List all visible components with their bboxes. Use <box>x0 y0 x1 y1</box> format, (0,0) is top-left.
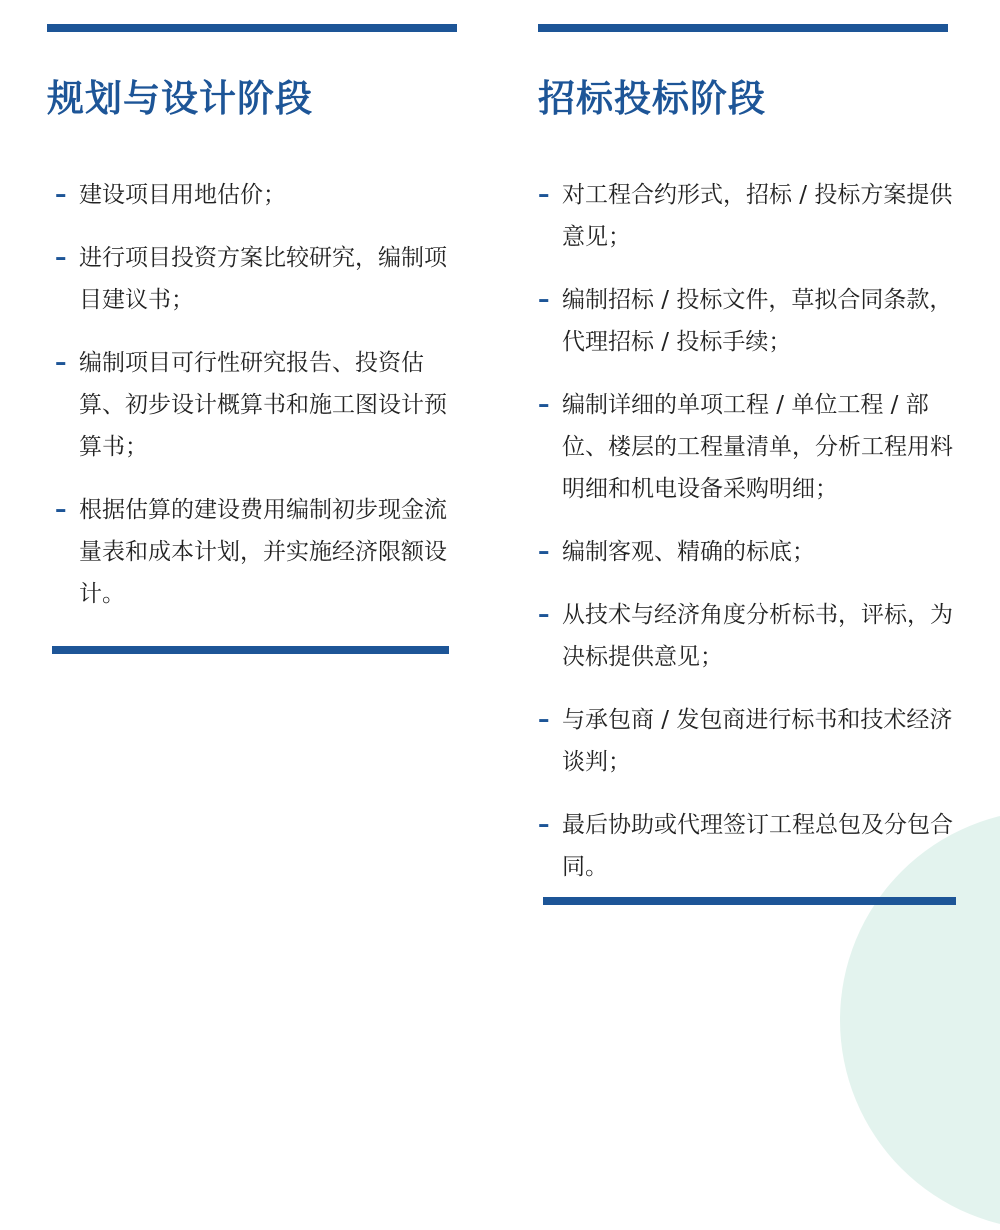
list-item <box>538 594 958 678</box>
dash-bullet-icon: – <box>55 497 67 523</box>
list-item-text: 对工程合约形式，招标 / 投标方案提供意见； <box>562 182 953 250</box>
dash-bullet-icon: – <box>538 707 550 733</box>
dash-bullet-icon: – <box>538 392 550 418</box>
left-section-title: 规划与设计阶段 <box>47 77 313 120</box>
list-item-text: 编制客观、精确的标底； <box>562 539 815 565</box>
left-item-list <box>55 174 455 636</box>
list-item <box>538 174 958 258</box>
left-bottom-rule <box>52 646 449 654</box>
left-top-rule <box>47 24 457 32</box>
list-item <box>538 531 958 573</box>
dash-bullet-icon: – <box>55 182 67 208</box>
list-item-text: 最后协助或代理签订工程总包及分包合同。 <box>562 812 953 880</box>
list-item-text: 从技术与经济角度分析标书，评标，为决标提供意见； <box>562 602 953 670</box>
list-item <box>55 174 455 216</box>
list-item <box>55 489 455 615</box>
dash-bullet-icon: – <box>538 602 550 628</box>
dash-bullet-icon: – <box>538 182 550 208</box>
right-top-rule <box>538 24 948 32</box>
list-item-text: 与承包商 / 发包商进行标书和技术经济谈判； <box>562 707 953 775</box>
list-item-text: 编制招标 / 投标文件，草拟合同条款，代理招标 / 投标手续； <box>562 287 953 355</box>
list-item <box>538 384 958 510</box>
list-item <box>55 237 455 321</box>
list-item <box>538 279 958 363</box>
list-item-text: 编制详细的单项工程 / 单位工程 / 部位、楼层的工程量清单，分析工程用料明细和机电设备采购明细； <box>562 392 953 502</box>
list-item <box>538 699 958 783</box>
list-item-text: 进行项目投资方案比较研究，编制项目建议书； <box>79 245 447 313</box>
list-item <box>55 342 455 468</box>
dash-bullet-icon: – <box>538 812 550 838</box>
right-section-title: 招标投标阶段 <box>538 77 766 120</box>
dash-bullet-icon: – <box>55 245 67 271</box>
list-item <box>538 804 958 888</box>
dash-bullet-icon: – <box>538 287 550 313</box>
dash-bullet-icon: – <box>55 350 67 376</box>
list-item-text: 编制项目可行性研究报告、投资估算、初步设计概算书和施工图设计预算书； <box>79 350 447 460</box>
list-item-text: 根据估算的建设费用编制初步现金流量表和成本计划，并实施经济限额设计。 <box>79 497 447 607</box>
right-item-list <box>538 174 958 909</box>
right-bottom-rule <box>543 897 956 905</box>
dash-bullet-icon: – <box>538 539 550 565</box>
list-item-text: 建设项目用地估价； <box>79 182 286 208</box>
